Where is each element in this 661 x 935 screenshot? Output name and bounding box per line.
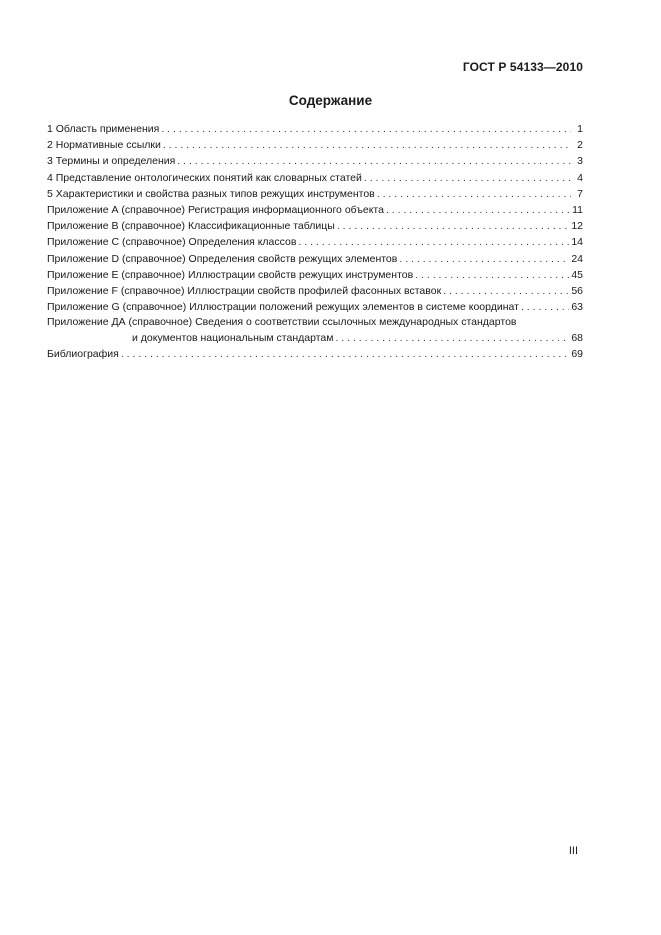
toc-dot-leader [337,218,569,234]
toc-entry-label: Приложение А (справочное) Регистрация информационного объекта [47,203,384,216]
toc-entry-label: 2 Нормативные ссылки [47,139,161,152]
toc-entry-appendix-a[interactable] [47,202,583,218]
toc-entry-appendix-d[interactable] [47,251,583,267]
toc-entry-appendix-c[interactable] [47,234,583,250]
document-header-standard-id: ГОСТ Р 54133—2010 [462,60,583,74]
toc-entry-label: Библиография [47,348,119,361]
toc-entry-3[interactable] [47,153,583,169]
toc-entry-page: 3 [577,155,583,168]
table-of-contents [47,121,583,363]
toc-entry-page: 63 [571,301,583,314]
toc-entry-label: 3 Термины и определения [47,155,176,168]
toc-entry-page: 45 [571,268,583,281]
toc-entry-label: Приложение G (справочное) Иллюстрации положений режущих элементов в системе координат [47,301,519,314]
toc-entry-appendix-da-line2[interactable] [47,330,583,346]
toc-entry-label: Приложение D (справочное) Определения свойств режущих элементов [47,252,398,265]
toc-entry-appendix-e[interactable] [47,267,583,283]
toc-dot-leader [161,121,571,137]
toc-dot-leader [163,137,571,153]
toc-dot-leader [521,299,569,315]
toc-entry-bibliography[interactable] [47,346,583,362]
toc-entry-appendix-g[interactable] [47,299,583,315]
toc-entry-page: 1 [577,123,583,135]
toc-dot-leader [364,170,571,186]
toc-entry-appendix-b[interactable] [47,218,583,234]
toc-entry-label: Приложение ДА (справочное) Сведения о соответствии ссылочных международных стандартов [47,316,517,329]
toc-entry-page: 14 [571,236,583,249]
toc-entry-label-continuation: и документов национальным стандартам [132,332,334,345]
toc-entry-page: 4 [577,171,583,184]
toc-entry-label: Приложение Е (справочное) Иллюстрации свойств режущих инструментов [47,268,414,281]
toc-dot-leader [386,202,570,218]
toc-entry-label: 1 Область применения [47,123,160,135]
toc-entry-label: Приложение В (справочное) Классификационные таблицы [47,220,335,233]
toc-dot-leader [298,234,569,250]
toc-entry-page: 24 [571,252,583,265]
toc-entry-page: 56 [571,284,583,297]
toc-entry-page: 11 [572,203,583,216]
toc-dot-leader [415,267,569,283]
page-number: III [568,845,578,857]
toc-entry-page: 12 [571,220,583,233]
toc-entry-2[interactable] [47,137,583,153]
toc-entry-label: Приложение С (справочное) Определения классов [47,236,297,249]
toc-entry-page: 68 [571,332,583,345]
toc-entry-4[interactable] [47,170,583,186]
toc-entry-label: 5 Характеристики и свойства разных типов режущих инструментов [47,187,375,200]
toc-dot-leader [335,330,569,346]
toc-title: Содержание [288,93,373,108]
toc-entry-page: 69 [571,348,583,361]
toc-dot-leader [177,153,571,169]
toc-entry-5[interactable] [47,186,583,202]
toc-dot-leader [443,283,569,299]
toc-entry-1[interactable] [47,121,583,137]
toc-dot-leader [377,186,571,202]
toc-entry-appendix-f[interactable] [47,283,583,299]
toc-dot-leader [121,346,569,362]
toc-entry-label: Приложение F (справочное) Иллюстрации свойств профилей фасонных вставок [47,284,442,297]
toc-dot-leader [399,251,569,267]
toc-entry-appendix-da-line1[interactable] [47,315,583,330]
toc-entry-label: 4 Представление онтологических понятий как словарных статей [47,171,362,184]
toc-entry-page: 7 [577,187,583,200]
toc-entry-page: 2 [577,139,583,152]
